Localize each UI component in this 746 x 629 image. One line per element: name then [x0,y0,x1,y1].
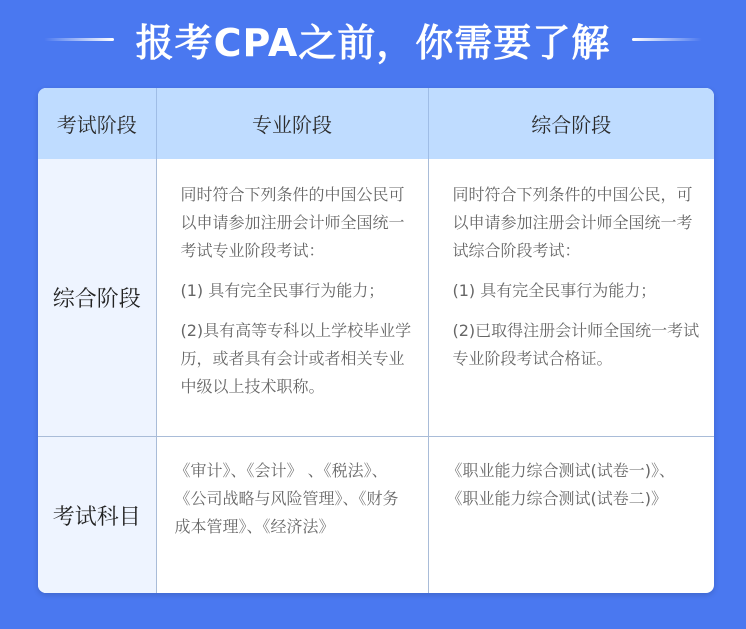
professional-subjects-cell [156,437,428,594]
table-row [38,437,714,594]
table-row [38,159,714,437]
comprehensive-eligibility-intro: 同时符合下列条件的中国公民，可以申请参加注册会计师全国统一考试综合阶段考试： [452,185,693,260]
professional-subjects-text: 《审计》、《会计》 、《税法》、《公司战略与风险管理》、《财务成本管理》、《经济法》 [174,461,399,536]
comprehensive-subjects-text: 《职业能力综合测试(试卷一)》、《职业能力综合测试(试卷二)》 [446,461,675,508]
row-label-subjects: 考试科目 [38,437,156,594]
professional-eligibility-intro: 同时符合下列条件的中国公民可以申请参加注册会计师全国统一考试专业阶段考试： [180,185,405,260]
professional-eligibility-item-1: (1) 具有完全民事行为能力； [180,281,385,300]
comprehensive-eligibility-item-1: (1) 具有完全民事行为能力； [452,281,657,300]
professional-eligibility-item-2: (2)具有高等专科以上学校毕业学历，或者具有会计或者相关专业中级以上技术职称。 [180,321,412,396]
page-title: 报考CPA之前，你需要了解 [135,20,611,65]
comprehensive-subjects-cell [428,437,714,594]
header-professional-stage: 专业阶段 [156,88,428,159]
professional-eligibility-cell [156,159,428,437]
info-card [38,88,714,593]
exam-stage-table [38,88,714,593]
title-decoration-left [44,38,114,41]
comprehensive-eligibility-cell [428,159,714,437]
table-header-row [38,88,714,159]
comprehensive-eligibility-item-2: (2)已取得注册会计师全国统一考试专业阶段考试合格证。 [452,321,700,368]
header-comprehensive-stage: 综合阶段 [428,88,714,159]
row-label-eligibility: 综合阶段 [38,159,156,437]
title-decoration-right [632,38,702,41]
header-exam-stage: 考试阶段 [38,88,156,159]
banner [0,0,746,78]
